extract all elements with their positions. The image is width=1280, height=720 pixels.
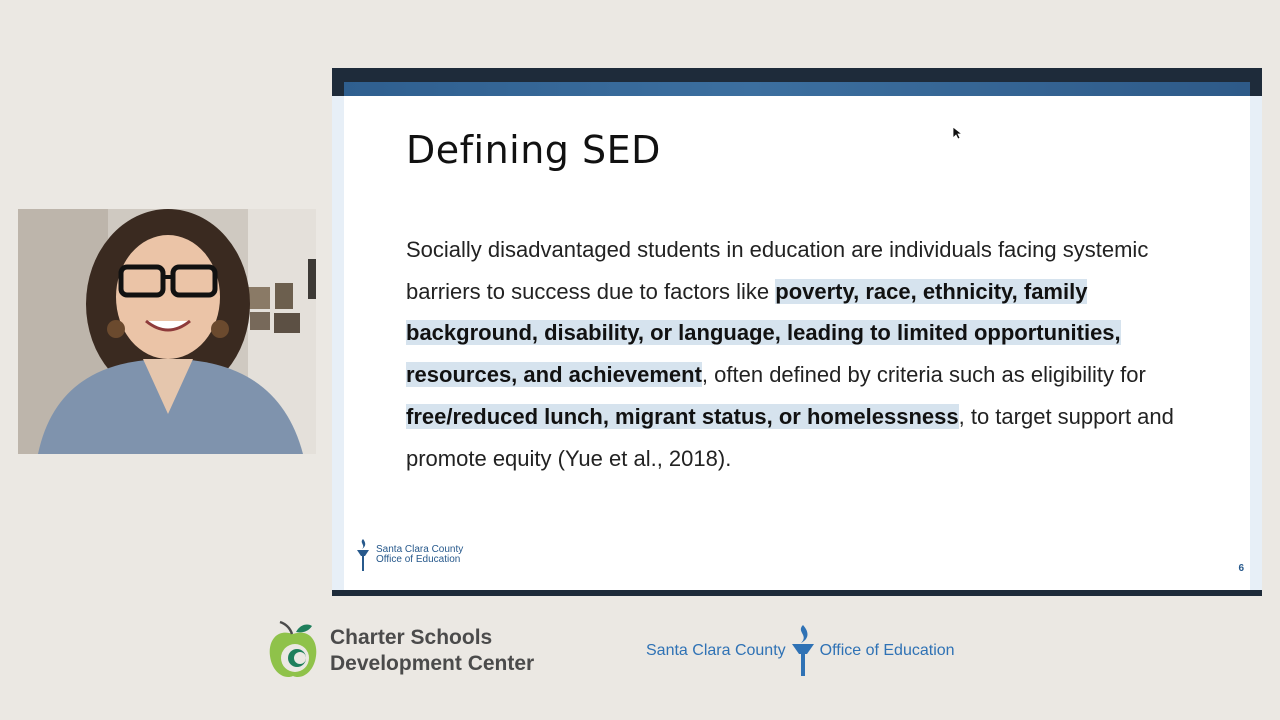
sccoe-left-text: Santa Clara County: [646, 642, 786, 659]
slide-logo-line2: Office of Education: [376, 554, 461, 565]
csdc-name-line1: Charter Schools: [330, 626, 493, 649]
slide-page-number: 6: [1238, 563, 1244, 574]
slide-sccoe-logo: [356, 538, 463, 572]
mouse-cursor-icon: [953, 127, 962, 140]
slide-left-border: [332, 96, 344, 590]
slide-right-border: [1250, 96, 1262, 590]
sccoe-footer-logo: [646, 624, 955, 678]
csdc-name-line2: Development Center: [330, 652, 535, 675]
body-segment: , to target support and promote equity (Yue et al., 2018).: [406, 403, 1174, 471]
body-segment: , often defined by criteria such as eligibility for: [701, 362, 1146, 388]
apple-logo-icon: [266, 620, 320, 682]
slide-header-bar: [344, 82, 1250, 96]
sccoe-right-text: Office of Education: [819, 642, 955, 659]
torch-logo-icon: [356, 538, 370, 572]
presentation-slide: [332, 68, 1262, 596]
slide-canvas: [344, 96, 1250, 590]
body-highlight: poverty, race, ethnicity, family background, disability, or language, leading to limited opportunities, resources, and achievement: [406, 278, 1121, 388]
torch-logo-icon: [790, 624, 816, 678]
slide-body-text: [406, 229, 1196, 479]
csdc-logo: [266, 620, 534, 682]
participant-video: [18, 209, 316, 454]
body-segment: Socially disadvantaged students in education are individuals facing systemic barriers to success due to factors like: [406, 237, 1149, 304]
slide-logo-line1: Santa Clara County: [376, 544, 464, 555]
body-highlight: free/reduced lunch, migrant status, or homelessness: [406, 403, 959, 429]
participant-video-tile[interactable]: [18, 209, 316, 454]
slide-title: Defining SED: [406, 128, 661, 172]
